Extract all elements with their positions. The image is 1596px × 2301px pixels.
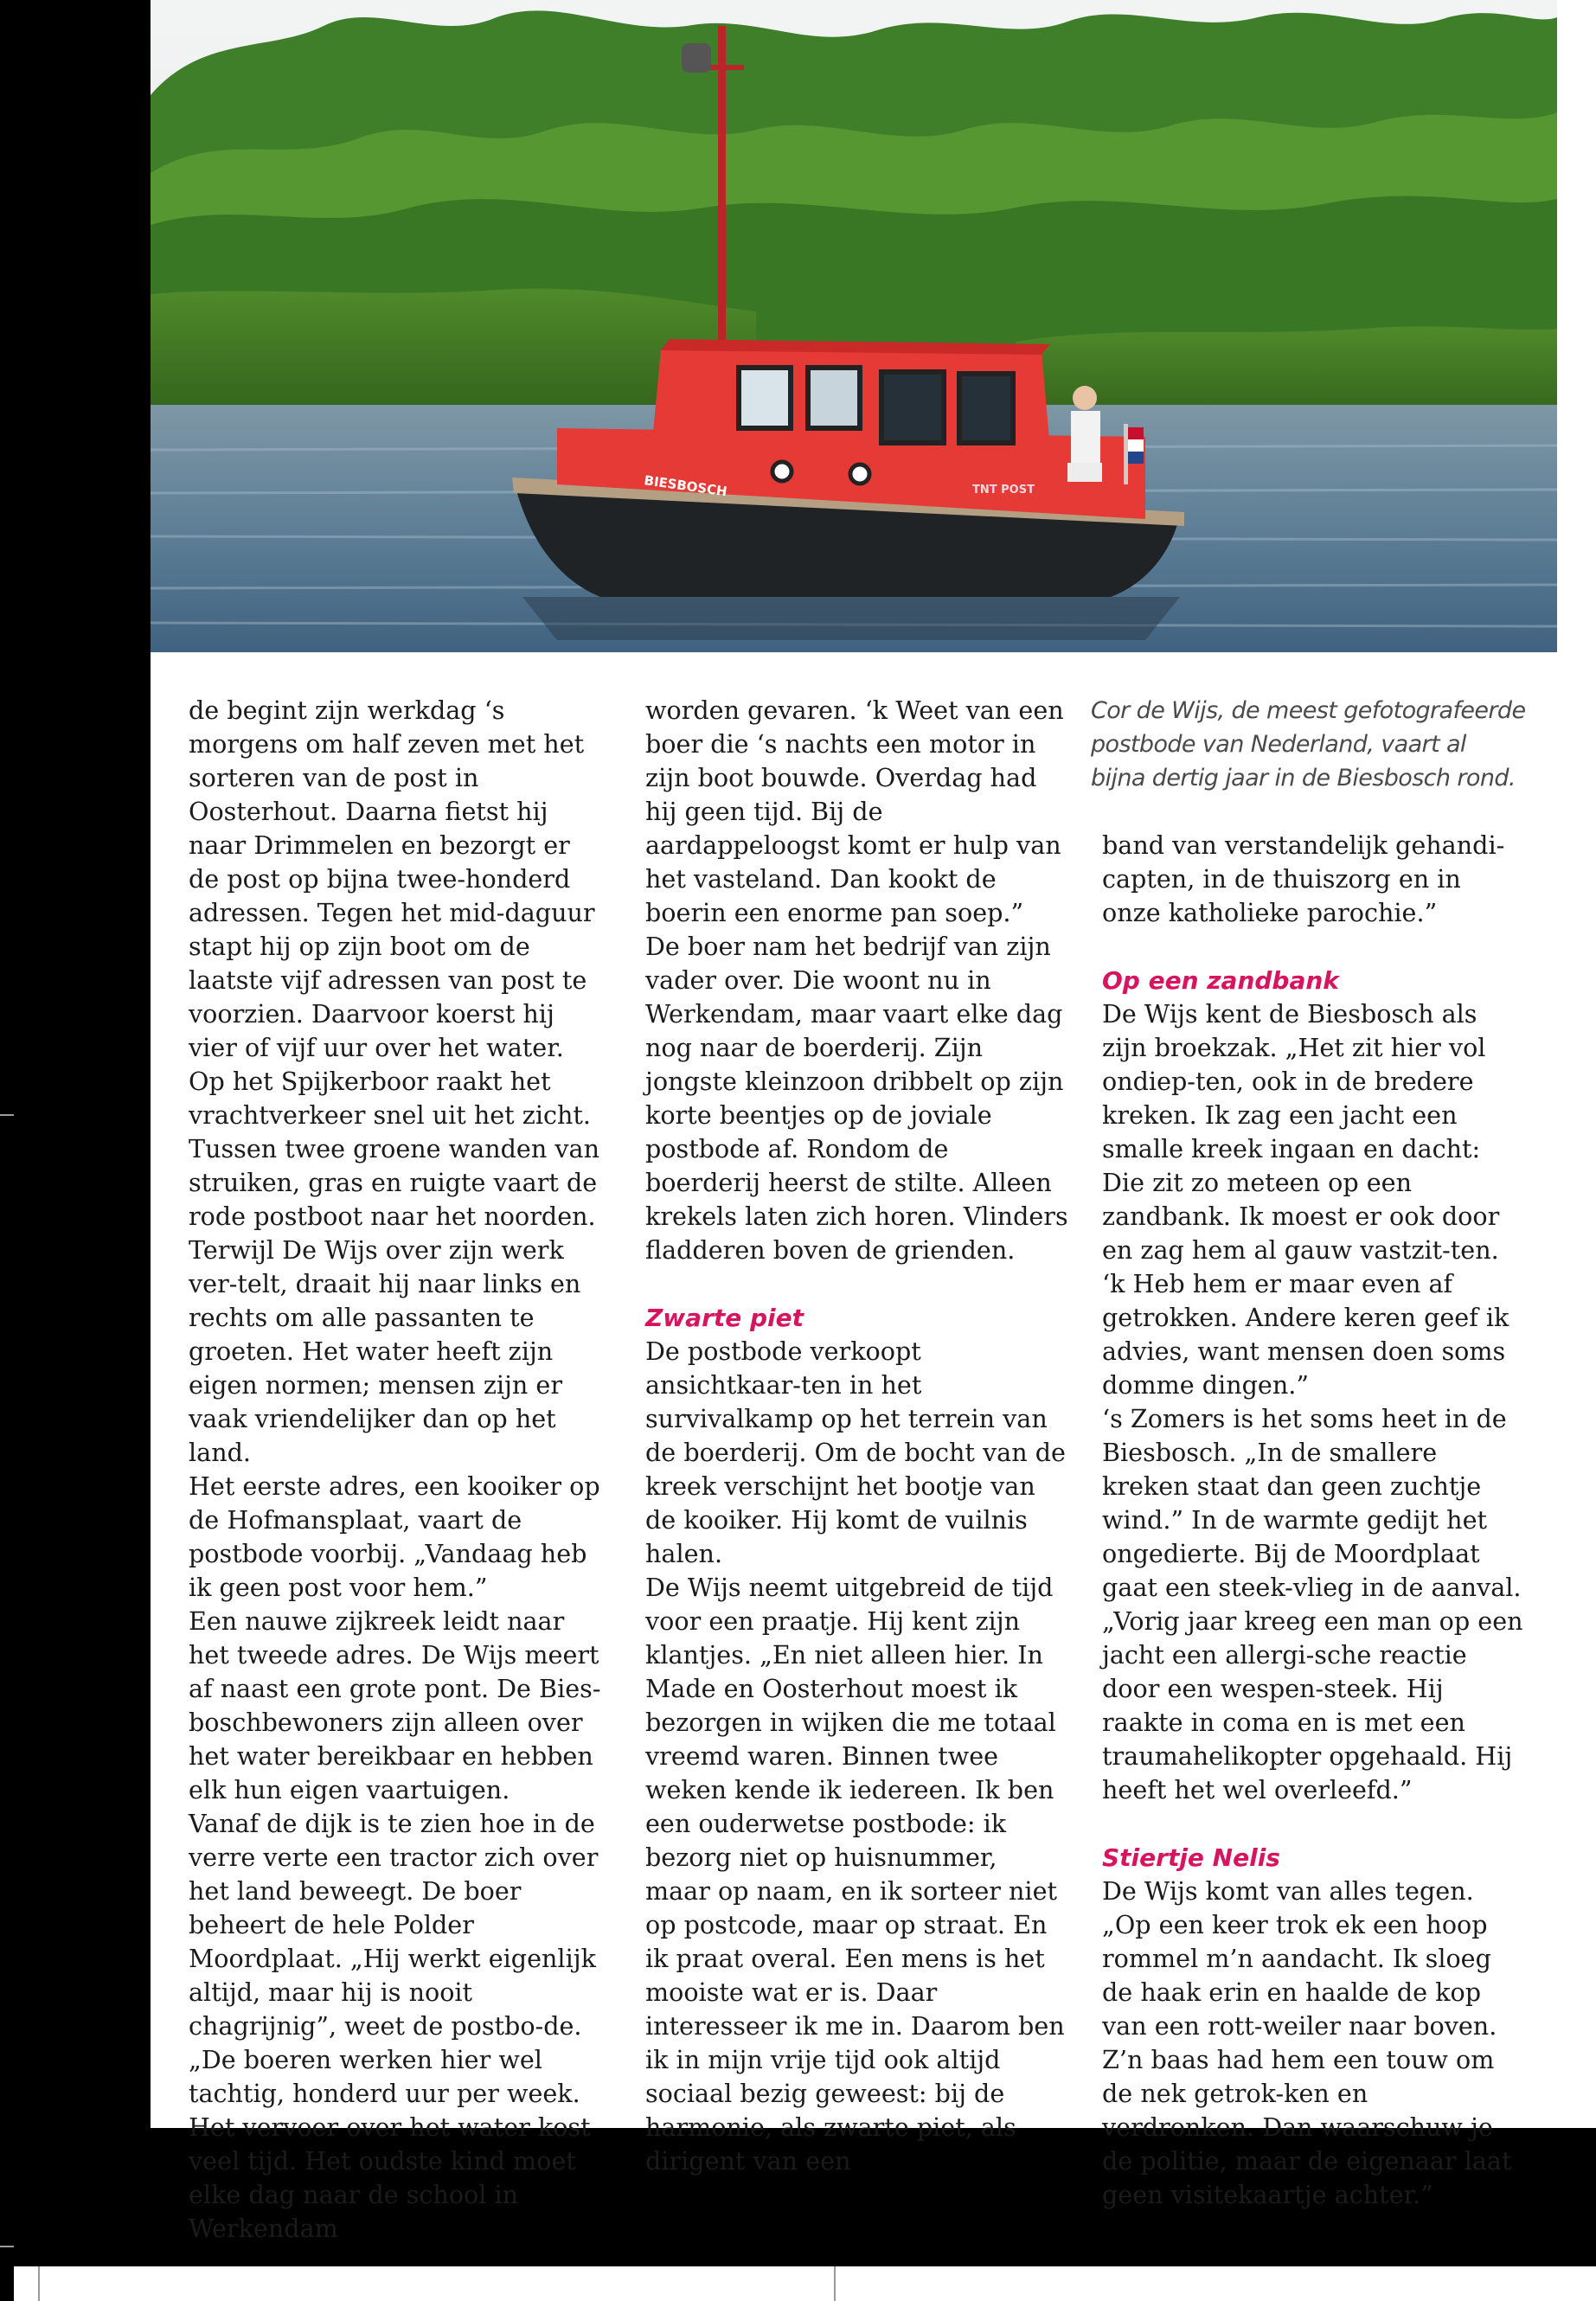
crop-mark (0, 1114, 14, 1116)
left-black-margin (0, 0, 14, 2301)
article-paragraph: De boer nam het bedrijf van zijn vader over. Die woont nu in Werkendam, maar vaart elke dag nog naar de boerderij. Zijn jongste kleinzoon dribbelt op zijn korte beentjes op de joviale postbode af. Rondom de boerderij heerst de stilte. Alleen krekels laten zich horen. Vlinders fladderen boven de grienden. (645, 932, 1068, 1265)
article-paragraph: De Wijs kent de Biesbosch als zijn broekzak. „Het zit hier vol ondiep-ten, ook in de bredere kreken. Ik zag een jacht een smalle kreek ingaan en dacht: Die zit zo meteen op een zandbank. Ik moest er ook door en zag hem al gauw vastzit-ten. ‘k Heb hem er maar even af getrokken. Andere keren geef ik advies, want mensen doen soms domme dingen.” (1102, 999, 1509, 1400)
article-paragraph: De Wijs neemt uitgebreid de tijd voor een praatje. Hij kent zijn klantjes. „En niet alleen hier. In Made en Oosterhout moest ik bezorgen in wijken die me totaal vreemd waren. Binnen twee weken kende ik iedereen. Ik ben een ouderwetse postbode: ik bezorg niet op huisnummer, maar op naam, en ik sorteer niet op postcode, maar op straat. En ik praat overal. Een mens is het mooiste wat er is. Daar interesseer ik me in. Daarom ben ik in mijn vrije tijd ook altijd sociaal bezig geweest: bij de harmonie, als zwarte piet, als dirigent van een (645, 1573, 1065, 2176)
article-paragraph: worden gevaren. ‘k Weet van een boer die ‘s nachts een motor in zijn boot bouwde. Overdag had hij geen tijd. Bij de aardappeloogst komt er hulp van het vasteland. Dan kookt de boerin een enorme pan soep.” (645, 695, 1064, 927)
crop-mark (38, 2266, 40, 2301)
section-heading-zwarte-piet: Zwarte piet (645, 1304, 804, 1332)
bottom-black-edge (0, 2266, 14, 2301)
article-column-2 (645, 694, 1069, 2178)
article-column-3 (1093, 694, 1526, 2212)
section-heading-stiertje-nelis: Stiertje Nelis (1102, 1843, 1280, 1872)
crop-mark (0, 2246, 14, 2247)
bottom-white-strip (14, 2266, 1596, 2301)
section-spacer (1102, 930, 1526, 964)
article-paragraph: ‘s Zomers is het soms heet in de Biesbosch. „In de smallere kreken staat dan geen zuchtje wind.” In de warmte gedijt het ongedierte. Bij de Moordplaat gaat een steek-vlieg in de aanval. „Vorig jaar kreeg een man op een jacht een allergi-sche reactie door een wespen-steek. Hij raakte in coma en is met een traumahelikopter opgehaald. Hij heeft het wel overleefd.” (1102, 1404, 1523, 1804)
article-paragraph: Op het Spijkerboor raakt het vrachtverkeer snel uit het zicht. Tussen twee groene wanden van struiken, gras en ruigte vaart de rode postboot naar het noorden. Terwijl De Wijs over zijn werk ver-telt, draait hij naar links en rechts om alle passanten te groeten. Het water heeft zijn eigen normen; mensen zijn er vaak vriendelijker dan op het land. (189, 1067, 599, 1467)
article-paragraph: band van verstandelijk gehandi-capten, in de thuiszorg en in onze katholieke parochie.” (1102, 830, 1505, 927)
section-spacer (1102, 1807, 1526, 1841)
article-paragraph: Een nauwe zijkreek leidt naar het tweede adres. De Wijs meert af naast een grote pont. De Bies-boschbewoners zijn alleen over het water bereikbaar en hebben elk hun eigen vaartuigen. (189, 1606, 601, 1804)
section-spacer (645, 1267, 1069, 1301)
photo-postboat (151, 0, 1557, 652)
article-paragraph: Het eerste adres, een kooiker op de Hofmansplaat, vaart de postbode voorbij. „Vandaag heb ik geen post voor hem.” (189, 1471, 600, 1602)
article-paragraph: De postbode verkoopt ansichtkaar-ten in het survivalkamp op het terrein van de boerderij. Om de bocht van de kreek verschijnt het bootje van de kooiker. Hij komt de vuilnis halen. (645, 1336, 1066, 1568)
boat-logo-label: TNT POST (972, 484, 1035, 497)
crop-mark (834, 2266, 836, 2301)
article-page (151, 652, 1596, 2243)
photo-caption: Cor de Wijs, de meest gefotografeerde postbode van Nederland, vaart al bijna dertig jaar in de Biesbosch rond. (1091, 697, 1526, 792)
caption-spacer (1093, 795, 1526, 829)
boat-name-label: BIESBOSCH (643, 472, 728, 500)
left-black-band (14, 0, 151, 2266)
article-paragraph: de begint zijn werkdag ‘s morgens om half zeven met het sorteren van de post in Oosterhout. Daarna fietst hij naar Drimmelen en bezorgt er de post op bijna twee-honderd adressen. Tegen het mid-daguur stapt hij op zijn boot om de laatste vijf adressen van post te voorzien. Daarvoor koerst hij vier of vijf uur over het water. (189, 695, 595, 1062)
article-paragraph: De Wijs komt van alles tegen. „Op een keer trok ek een hoop rommel m’n aandacht. Ik sloeg de haak erin en haalde de kop van een rott-weiler naar boven. Z’n baas had hem een touw om de nek getrok-ken en verdronken. Dan waarschuw je de politie, maar de eigenaar laat geen visitekaartje achter.” (1102, 1876, 1512, 2209)
article-paragraph: Vanaf de dijk is te zien hoe in de verre verte een tractor zich over het land beweegt. De boer beheert de hele Polder Moordplaat. „Hij werkt eigenlijk altijd, maar hij is nooit chagrijnig”, weet de postbo-de. „De boeren werken hier wel tachtig, honderd uur per week. Het vervoer over het water kost veel tijd. Het oudste kind moet elke dag naar de school in Werkendam (189, 1809, 599, 2243)
section-heading-op-een-zandbank: Op een zandbank (1102, 966, 1339, 995)
article-column-1 (189, 694, 604, 2246)
